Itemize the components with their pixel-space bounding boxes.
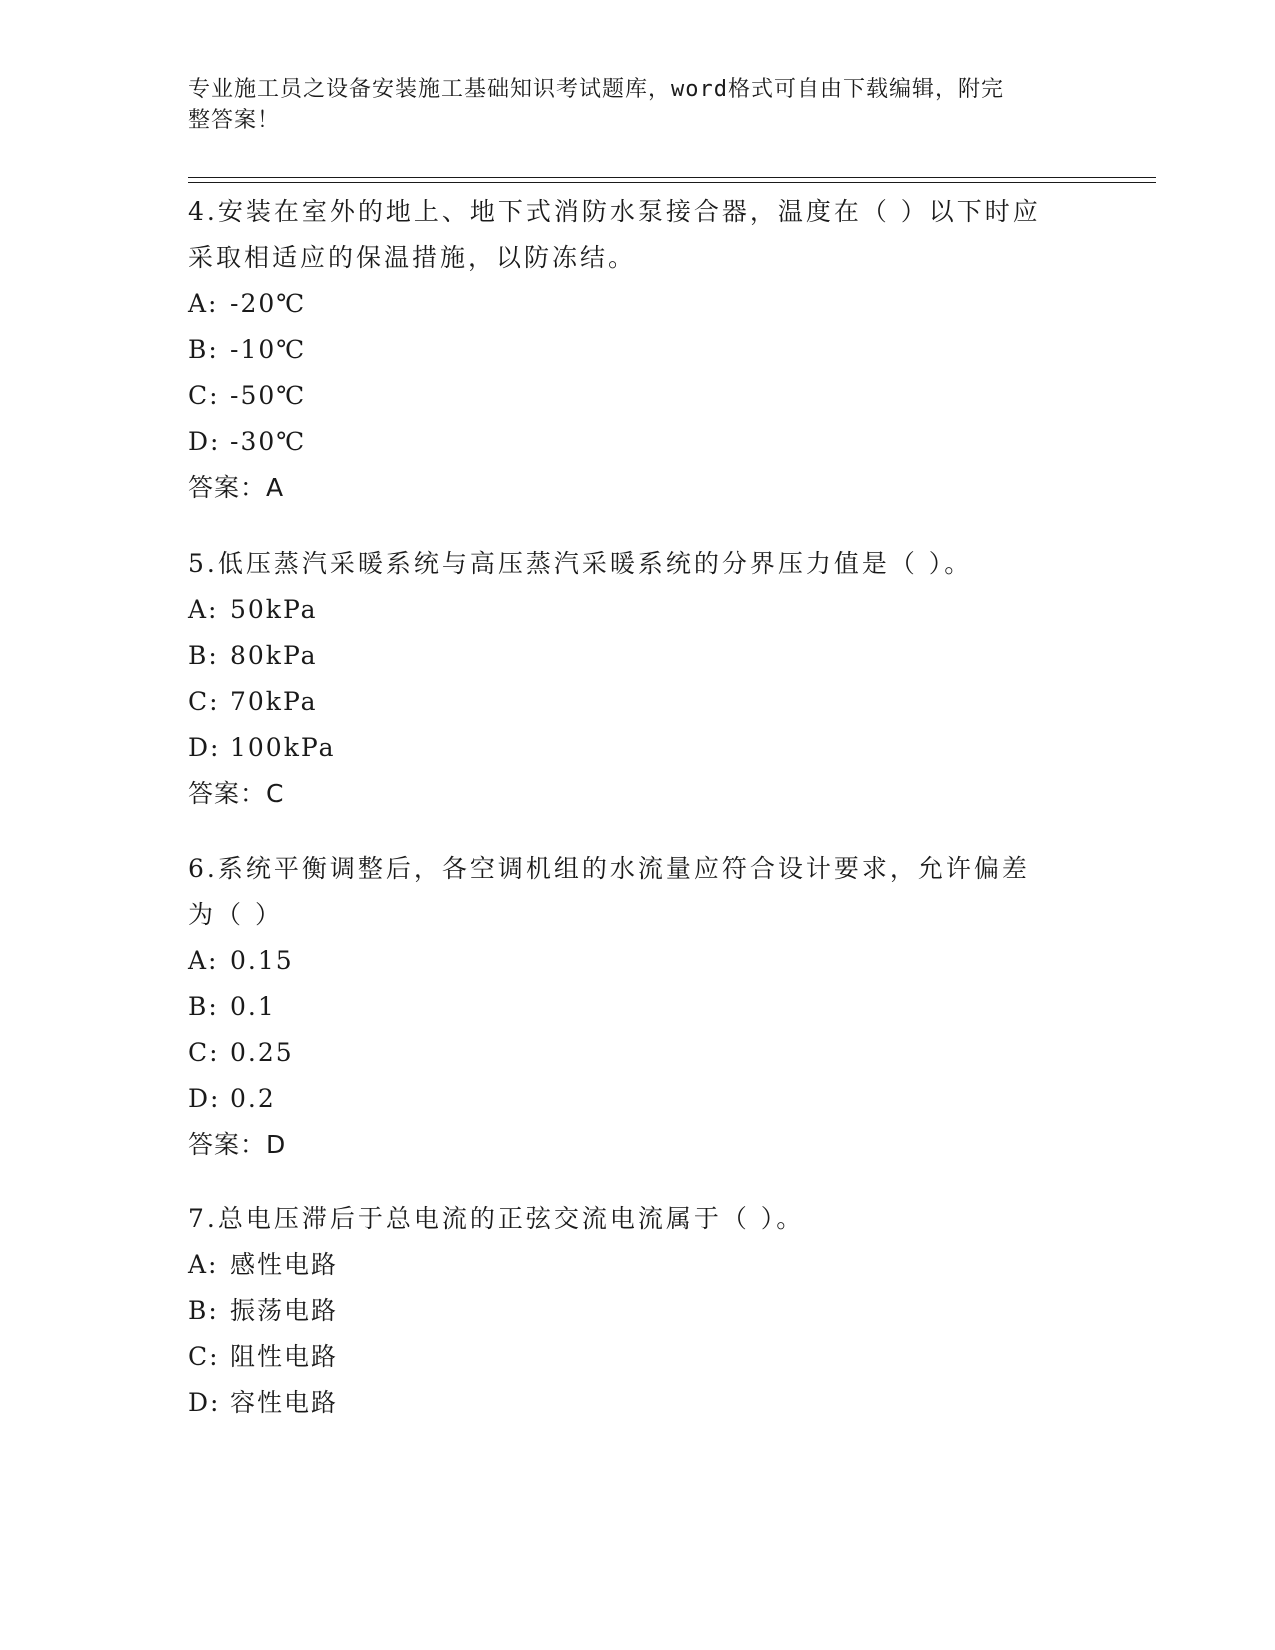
option-a	[188, 938, 1088, 984]
option-key: A:	[188, 946, 219, 975]
question-5	[188, 541, 1088, 817]
document-header	[188, 74, 1068, 136]
option-key: B:	[188, 641, 219, 670]
header-divider-bottom	[188, 182, 1156, 183]
option-c	[188, 373, 1088, 419]
question-stem-line: 采取相适应的保温措施，以防冻结。	[188, 243, 637, 272]
question-stem-line: 4.安装在室外的地上、地下式消防水泵接合器，温度在（ ）以下时应	[188, 197, 1041, 226]
option-text: -50℃	[230, 381, 307, 410]
option-text: 感性电路	[230, 1250, 339, 1279]
option-key: D:	[188, 427, 221, 456]
option-a	[188, 587, 1088, 633]
option-c	[188, 1334, 1088, 1380]
option-a	[188, 1242, 1088, 1288]
option-b	[188, 984, 1088, 1030]
option-b	[188, 327, 1088, 373]
option-key: C:	[188, 1342, 220, 1371]
option-text: 50kPa	[230, 595, 318, 624]
header-line-2: 整答案！	[188, 108, 281, 133]
option-c	[188, 1030, 1088, 1076]
option-key: C:	[188, 687, 220, 716]
option-b	[188, 1288, 1088, 1334]
option-key: D:	[188, 1388, 221, 1417]
question-7	[188, 1196, 1088, 1426]
question-stem-line: 5.低压蒸汽采暖系统与高压蒸汽采暖系统的分界压力值是（ ）。	[188, 549, 973, 578]
option-text: -10℃	[230, 335, 307, 364]
option-key: B:	[188, 992, 219, 1021]
option-key: A:	[188, 289, 219, 318]
option-d	[188, 1380, 1088, 1426]
question-6	[188, 846, 1088, 1168]
answer-label: 答案：A	[188, 473, 285, 502]
option-key: D:	[188, 733, 221, 762]
option-text: 0.1	[230, 992, 276, 1021]
option-key: C:	[188, 381, 220, 410]
option-b	[188, 633, 1088, 679]
option-text: 0.25	[230, 1038, 294, 1067]
option-text: 0.2	[230, 1084, 276, 1113]
option-d	[188, 419, 1088, 465]
header-divider-top	[188, 177, 1156, 178]
question-stem-line: 6.系统平衡调整后，各空调机组的水流量应符合设计要求，允许偏差	[188, 854, 1030, 883]
option-c	[188, 679, 1088, 725]
option-text: 0.15	[230, 946, 294, 975]
option-text: -20℃	[230, 289, 307, 318]
option-text: 阻性电路	[230, 1342, 339, 1371]
answer-label: 答案：C	[188, 779, 285, 808]
question-stem-line: 为（ ）	[188, 900, 283, 929]
option-a	[188, 281, 1088, 327]
option-key: B:	[188, 335, 219, 364]
option-key: B:	[188, 1296, 219, 1325]
option-key: A:	[188, 1250, 219, 1279]
question-stem-line: 7.总电压滞后于总电流的正弦交流电流属于（ ）。	[188, 1204, 805, 1233]
answer-label: 答案：D	[188, 1130, 287, 1159]
option-key: D:	[188, 1084, 221, 1113]
option-d	[188, 725, 1088, 771]
option-text: 容性电路	[230, 1388, 339, 1417]
option-text: 70kPa	[230, 687, 318, 716]
option-text: -30℃	[230, 427, 307, 456]
question-4	[188, 189, 1088, 511]
option-text: 振荡电路	[230, 1296, 339, 1325]
option-text: 80kPa	[230, 641, 318, 670]
option-key: C:	[188, 1038, 220, 1067]
option-d	[188, 1076, 1088, 1122]
option-text: 100kPa	[230, 733, 336, 762]
header-line-1: 专业施工员之设备安装施工基础知识考试题库，word格式可自由下载编辑，附完	[188, 77, 1004, 102]
option-key: A:	[188, 595, 219, 624]
